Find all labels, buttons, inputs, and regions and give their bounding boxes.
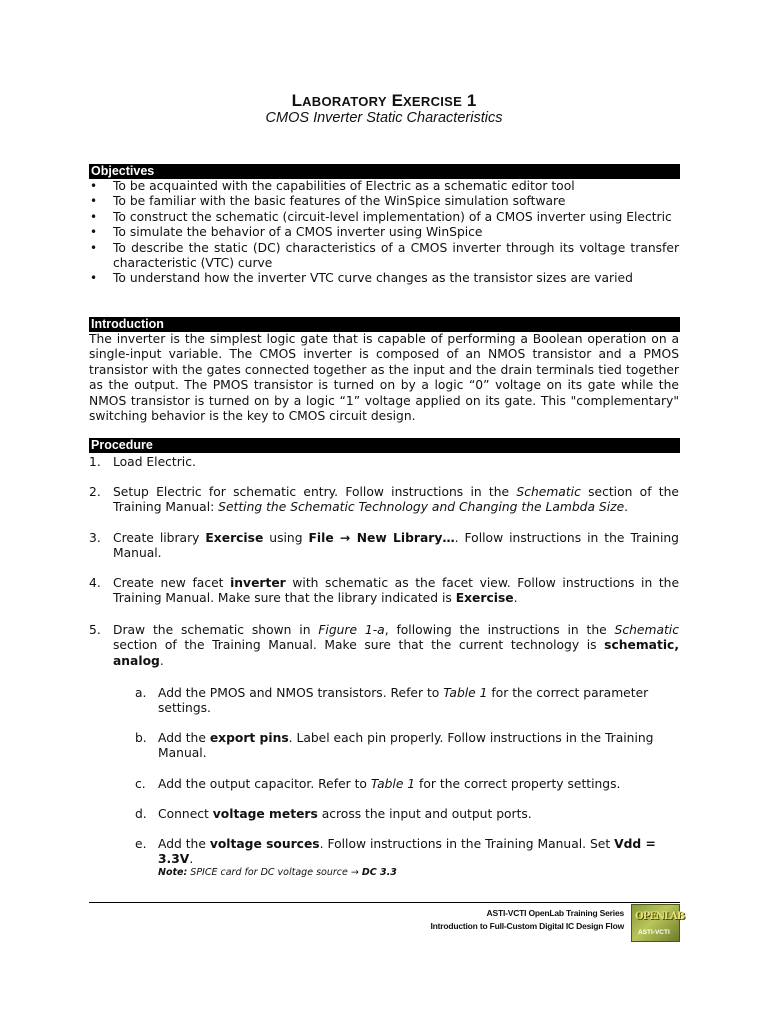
note-label: Note: [158,867,188,878]
procedure-step [89,623,679,669]
step-number: 5. [89,623,101,637]
procedure-substep [135,807,679,822]
substep-text: Add the [158,731,210,745]
objectives-list [89,179,679,287]
step-bold: Exercise [455,591,514,606]
step-text: Setup Electric for schematic entry. Follow instructions in the [113,485,517,499]
logo-wordmark: OPENLAB [635,911,685,922]
step-bold: schematic, analog [113,638,679,668]
substep-bold: voltage sources [209,837,320,851]
step-text: . [624,500,629,515]
procedure-step [89,576,679,607]
procedure-substep [135,731,679,762]
title-cap-l: L [291,91,303,110]
step-text: using [263,531,309,545]
introduction-text: The inverter is the simplest logic gate that is capable of performing a Boolean operation on a single-input variable. The CMOS inverter is composed of an NMOS transistor and a PMOS transistor with the gates connected together as the input and the drain terminals tied together as the output. The PMOS transistor is turned on by a logic “0” voltage on its gate while the NMOS transistor is turned on by a logic “1” voltage applied on its gate. This "complementary" switching behavior is the key to CMOS circuit design. [89,332,679,424]
objective-item: • To simulate the behavior of a CMOS inverter using WinSpice [89,225,679,240]
procedure-substep [135,837,679,868]
step-text: Create new facet [113,576,231,590]
substep-bold: voltage meters [212,807,318,821]
step-text: Draw the schematic shown in [113,623,319,637]
substep-italic: Table 1 [370,777,416,791]
procedure-substep [135,777,679,792]
step-bold: Exercise [205,531,264,545]
substep-letter: a. [135,686,147,700]
step-text: . [159,653,164,668]
procedure-step [89,531,679,562]
objective-item: • To construct the schematic (circuit-level implementation) of a CMOS inverter using Electric [89,210,679,225]
step-italic: Schematic [516,485,581,499]
step-text: . [513,591,518,606]
substep-letter: c. [135,777,146,791]
step-italic: Schematic [614,623,679,637]
footer-text [430,907,624,933]
footer-course: Introduction to Full-Custom Digital IC Design Flow [430,921,624,931]
step-number: 1. [89,455,101,469]
objective-item: • To understand how the inverter VTC curve changes as the transistor sizes are varied [89,271,679,286]
spice-note [158,867,397,878]
objective-item: • To be familiar with the basic features of the WinSpice simulation software [89,194,679,209]
substep-text: . Label each pin properly. Follow instructions in the Training Manual. [158,731,654,761]
procedure-step [89,485,679,516]
title-part2: XERCISE [402,94,463,109]
title-cap-e: E [391,91,403,110]
objectives-heading: Objectives [89,164,680,179]
footer-divider [89,902,680,903]
substep-text: . Follow instructions in the Training Manual. Set [319,837,615,851]
substep-text: Add the [158,837,210,851]
substep-text: Add the PMOS and NMOS transistors. Refer to [158,686,444,700]
logo-subtext: ASTI-VCTI [638,929,670,936]
substep-text: for the correct parameter settings. [158,686,649,716]
substep-text: . [189,852,194,867]
page-title [0,91,768,111]
step-text: Load Electric. [113,455,196,469]
note-text: SPICE card for DC voltage source → [187,867,362,878]
note-value: DC 3.3 [361,867,397,878]
title-number: 1 [466,91,477,110]
substep-text: Add the output capacitor. Refer to [158,777,371,791]
substep-letter: b. [135,731,147,745]
step-text: with schematic as the facet view. Follow instructions in the Training Manual. Make sure that the library indicated is [113,576,680,606]
substep-bold: export pins [209,731,289,745]
step-text: . Follow instructions in the Training Manual. [113,531,679,561]
openlab-logo [631,904,685,942]
procedure-substep [135,686,679,717]
substep-letter: e. [135,837,147,851]
step-text: section of the Training Manual: [113,485,679,515]
step-text: section of the Training Manual. Make sure that the current technology is [113,638,605,653]
substep-letter: d. [135,807,147,821]
procedure-heading: Procedure [89,438,680,453]
step-bold: inverter [230,576,286,590]
step-italic: Figure 1-a [318,623,385,637]
step-italic: Setting the Schematic Technology and Changing the Lambda Size [218,500,625,515]
page-subtitle: CMOS Inverter Static Characteristics [265,110,503,126]
step-bold: File → New Library… [308,531,455,545]
substep-bold: Vdd = 3.3V [158,837,656,867]
substep-text: for the correct property settings. [415,777,621,791]
step-text: Create library [113,531,206,545]
substep-italic: Table 1 [443,686,488,700]
substep-text: Connect [158,807,213,821]
objective-item: • To be acquainted with the capabilities of Electric as a schematic editor tool [89,179,679,194]
step-number: 2. [89,485,101,499]
introduction-heading: Introduction [89,317,680,332]
objective-item: • To describe the static (DC) characteristics of a CMOS inverter through its voltage transfer characteristic (VTC) curve [89,241,679,272]
title-part1: ABORATORY [302,94,387,109]
step-number: 3. [89,531,101,545]
substep-text: across the input and output ports. [317,807,532,821]
procedure-step [89,455,679,470]
step-number: 4. [89,576,101,590]
footer-series: ASTI-VCTI OpenLab Training Series [486,908,624,918]
step-text: , following the instructions in the [384,623,615,637]
